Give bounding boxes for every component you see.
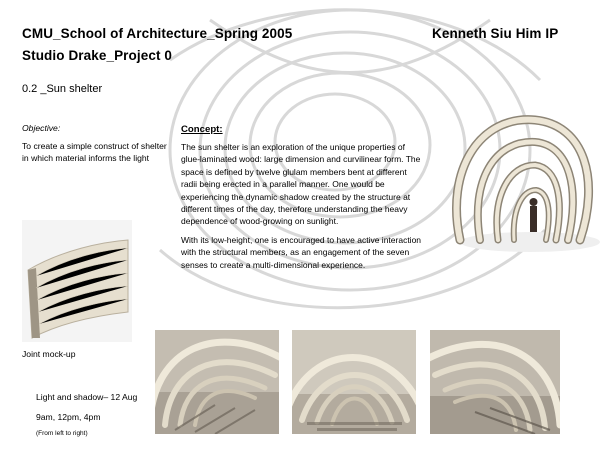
concept-paragraph-2: With its low-height, one is encouraged to have active interaction with the structural members, as an engagement of the seven senses to create a multi-dimensional experience. (181, 234, 422, 270)
concept-title: Concept: (181, 124, 223, 135)
objective-label: Objective: (22, 123, 61, 133)
light-shadow-times: 9am, 12pm, 4pm (36, 412, 101, 422)
joint-mockup-image (22, 220, 132, 342)
section-title: 0.2 _Sun shelter (22, 83, 103, 95)
joint-mockup-caption: Joint mock-up (22, 349, 76, 359)
concept-paragraph-1: The sun shelter is an exploration of the unique properties of glue-laminated wood: large dimension and curvilinear form. The space is defined by twelve glulam members bent at different radii being erected in a parallel manner. One would be experiencing the dynamic shadow created by the structure at different times of the day, therefore understanding the heavy dependence of wood-growing on sunlight. (181, 142, 421, 227)
header-author: Kenneth Siu Him IP (432, 26, 559, 41)
light-shadow-photo-12pm (292, 330, 416, 434)
light-shadow-title: Light and shadow– 12 Aug (36, 392, 138, 402)
light-shadow-photo-9am (155, 330, 279, 434)
sun-shelter-model-image (440, 110, 600, 260)
light-shadow-photo-4pm (430, 330, 560, 434)
objective-text: To create a simple construct of shelter in which material informs the light (22, 141, 167, 163)
header-school: CMU_School of Architecture_Spring 2005 (22, 26, 293, 41)
header-studio: Studio Drake_Project 0 (22, 48, 173, 63)
concept-body (181, 141, 423, 277)
light-shadow-note: (From left to right) (36, 430, 88, 437)
